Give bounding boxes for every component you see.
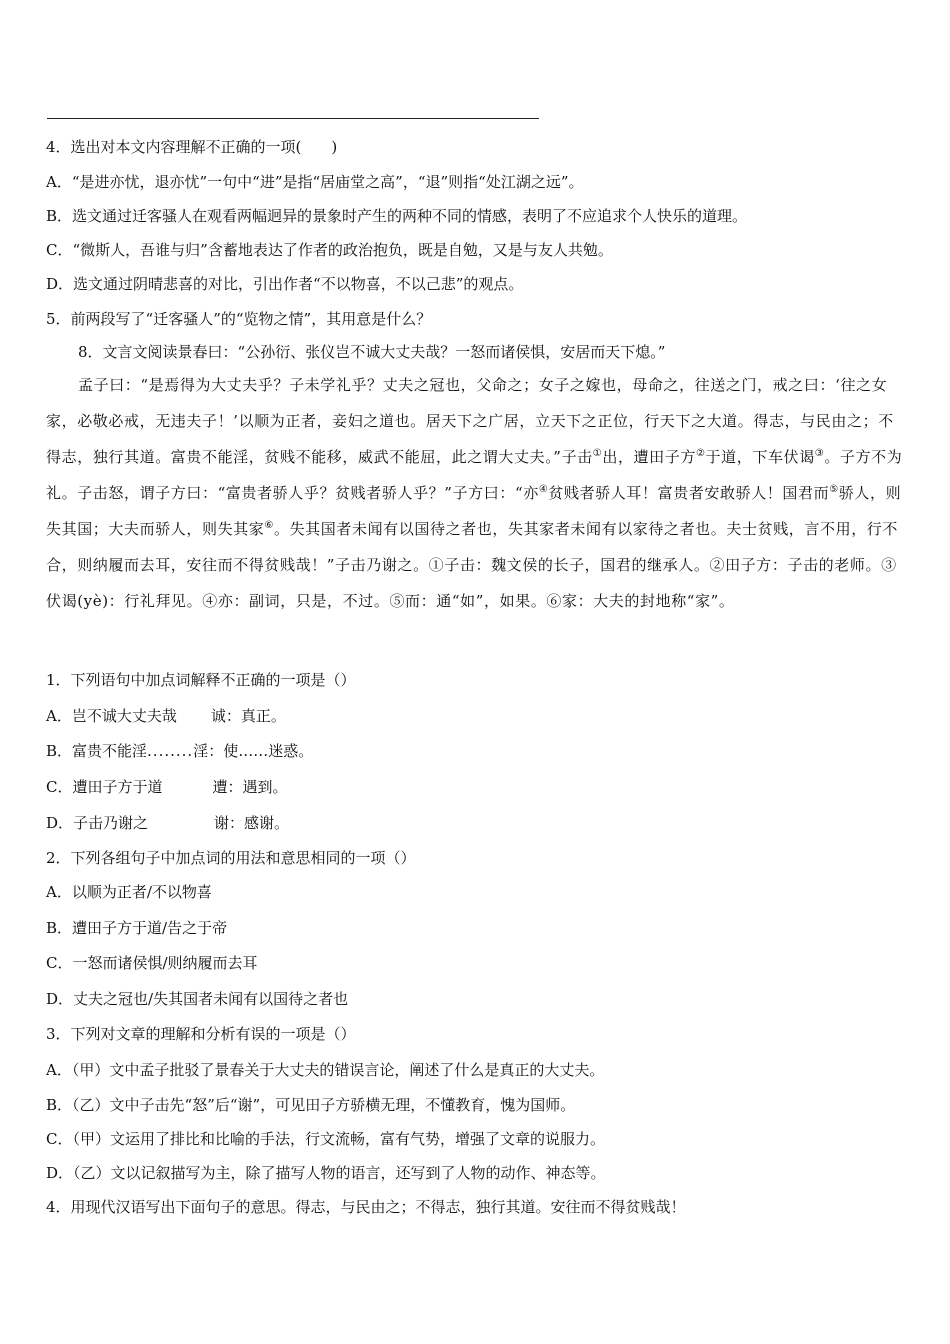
q2-option-d: D．丈夫之冠也/失其国者未闻有以国待之者也 — [46, 990, 349, 1008]
question-4-option-d: D．选文通过阴晴悲喜的对比，引出作者“不以物喜，不以己悲”的观点。 — [46, 275, 524, 293]
q1-option-a — [46, 706, 286, 726]
footnote-6-mark: ⑥ — [264, 520, 274, 531]
q2-option-b: B．遭田子方于道/告之于帝 — [46, 919, 228, 937]
footnote-2-mark: ② — [695, 448, 706, 459]
passage-text-1: 孟子曰：“是焉得为大丈夫乎？子未学礼乎？丈夫之冠也，父命之；女子之嫁也，母命之，往送之门，戒之曰：‘往之女家，必敬必戒，无违夫子！’以顺为正者，妾妇之道也。居天下之广居，立天下之正位，行天下之大道。得志，与民由之；不得志，独行其道。富贵不能淫，贫贱不能移，威武不能屈，此之谓大丈夫。”子击 — [46, 376, 894, 466]
footnote-3-mark: ③ — [814, 448, 825, 459]
answer-line — [47, 118, 539, 119]
q1-b-dots: ........ — [147, 742, 194, 760]
question-4-stem: 4．选出对本文内容理解不正确的一项( ) — [46, 138, 338, 156]
footnote-4-mark: ④ — [538, 484, 549, 495]
q3-option-b: B．（乙）文中子击先“怒”后“谢”，可见田子方骄横无理，不懂教育，愧为国师。 — [46, 1096, 576, 1114]
passage-text-5: 贫贱者骄人耳！富贵者安敢骄人！国君而 — [548, 484, 830, 502]
passage-text-6: 骄人，则失其国；大夫而骄人，则失其家 — [46, 484, 902, 538]
q3-option-d: D．（乙）文以记叙描写为主，除了描写人物的语言，还写到了人物的动作、神态等。 — [46, 1164, 606, 1182]
q2-stem: 2．下列各组句子中加点词的用法和意思相同的一项（） — [46, 849, 416, 867]
q3-option-a: A．（甲）文中孟子批驳了景春关于大丈夫的错误言论，阐述了什么是真正的大丈夫。 — [46, 1061, 605, 1079]
passage-intro: 8．文言文阅读景春曰：“公孙衍、张仪岂不诚大丈夫哉？一怒而诸侯惧，安居而天下熄。” — [78, 343, 666, 361]
q1-c-text: C．遭田子方于道 — [46, 778, 163, 796]
q3-stem: 3．下列对文章的理解和分析有误的一项是（） — [46, 1025, 356, 1043]
q1-option-c — [46, 777, 288, 797]
q1-option-d — [46, 813, 289, 833]
footnote-1-mark: ① — [592, 448, 603, 459]
passage-text-4: 。子方不为礼。子击怒，谓子方曰：“富贵者骄人乎？贫贱者骄人乎？”子方曰：“亦 — [46, 448, 903, 502]
passage-text-7: 。失其国者未闻有以国待之者也，失其家者未闻有以家待之者也。夫士贫贱，言不用，行不合，则纳履而去耳，安往而不得贫贱哉！”子击乃谢之。①子击：魏文侯的长子，国君的继承人。②田子方：子击的老师。③伏谒(yè)：行礼拜见。④亦：副词，只是，不过。⑤而：通“如”，如果。⑥家：大夫的封地称“家”。 — [46, 520, 898, 610]
footnote-5-mark: ⑤ — [829, 484, 839, 495]
q2-option-c: C．一怒而诸侯惧/则纳履而去耳 — [46, 954, 258, 972]
q1-option-b — [46, 741, 313, 761]
q1-d-text: D．子击乃谢之 — [46, 814, 149, 832]
question-4-option-a: A．“是进亦忧，退亦忧”一句中“进”是指“居庙堂之高”，“退”则指“处江湖之远”。 — [46, 173, 584, 191]
q1-b-gloss: 淫：使……迷惑。 — [193, 742, 314, 760]
question-4-option-c: C．“微斯人，吾谁与归”含蓄地表达了作者的政治抱负，既是自勉，又是与友人共勉。 — [46, 241, 613, 259]
q1-d-gloss: 谢：感谢。 — [214, 814, 290, 832]
q4-translate-stem: 4．用现代汉语写出下面句子的意思。得志，与民由之；不得志，独行其道。安往而不得贫贱哉！ — [46, 1198, 686, 1216]
passage-body — [46, 367, 906, 619]
q1-a-gloss: 诚：真正。 — [210, 707, 286, 725]
passage-text-3: 于道，下车伏谒 — [705, 448, 815, 466]
q2-option-a: A．以顺为正者/不以物喜 — [46, 883, 212, 901]
q1-c-gloss: 遭：遇到。 — [212, 778, 288, 796]
q3-option-c: C．（甲）文运用了排比和比喻的手法，行文流畅，富有气势，增强了文章的说服力。 — [46, 1130, 605, 1148]
passage-text-2: 出，遭田子方 — [602, 448, 696, 466]
q1-a-text: A．岂不诚大丈夫哉 — [46, 707, 177, 725]
q1-stem: 1．下列语句中加点词解释不正确的一项是（） — [46, 671, 356, 689]
question-5-stem: 5．前两段写了“迁客骚人”的“览物之情”，其用意是什么？ — [46, 310, 432, 328]
q1-b-text: B．富贵不能淫 — [46, 742, 148, 760]
question-4-option-b: B．选文通过迁客骚人在观看两幅迥异的景象时产生的两种不同的情感，表明了不应追求个人快乐的道理。 — [46, 207, 748, 225]
